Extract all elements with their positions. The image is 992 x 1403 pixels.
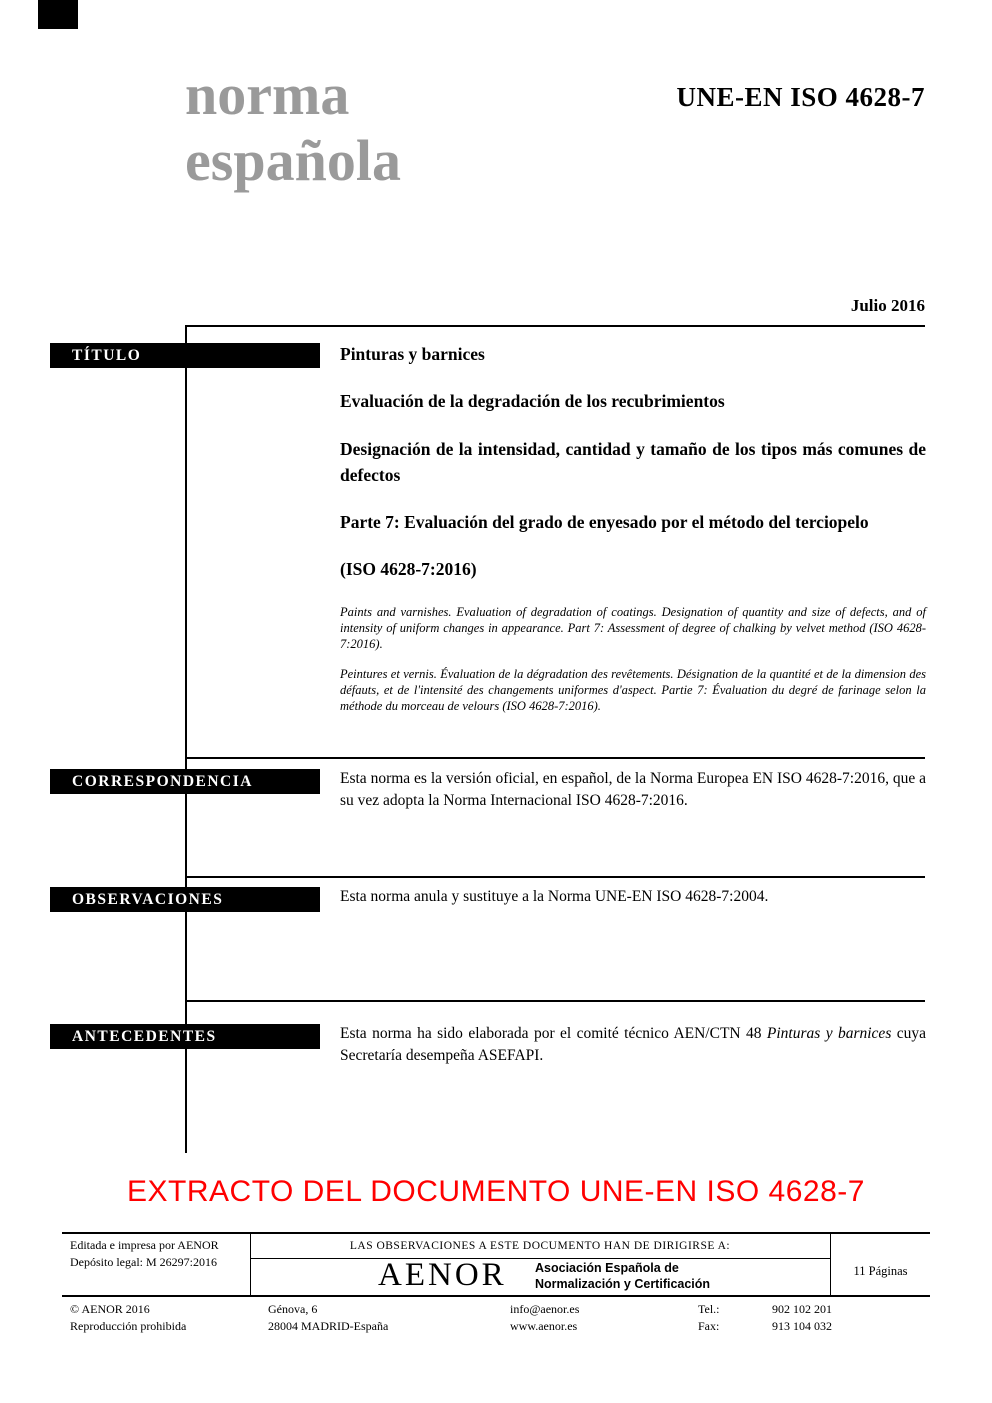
- corner-mark: [38, 0, 78, 29]
- extract-banner: EXTRACTO DEL DOCUMENTO UNE-EN ISO 4628-7: [127, 1175, 865, 1208]
- footer-address-line-2: 28004 MADRID-España: [268, 1318, 389, 1333]
- title-line-1: Pinturas y barnices: [340, 344, 485, 364]
- footer-copyright-block: [70, 1301, 186, 1335]
- footer-observations-rule: [250, 1258, 830, 1259]
- footer-fax-value: 913 104 032: [772, 1318, 832, 1333]
- footer-tel-label: Tel.:: [698, 1302, 720, 1316]
- footer-edited-line-2: Depósito legal: M 26297:2016: [70, 1254, 217, 1269]
- correspondencia-label: CORRESPONDENCIA: [50, 769, 320, 794]
- aenor-subtitle-line-1: Asociación Española de: [535, 1261, 679, 1275]
- publication-date: Julio 2016: [850, 296, 925, 315]
- footer-fax-label: Fax:: [698, 1318, 720, 1333]
- page-count: 11 Páginas: [853, 1264, 908, 1278]
- correspondencia-text: Esta norma es la versión oficial, en español, de la Norma Europea EN ISO 4628-7:2016, que a su vez adopta la Norma Internacional ISO 4628-7:2016.: [340, 770, 926, 810]
- rule-observaciones: [185, 876, 925, 878]
- footer-top-rule: [62, 1232, 930, 1234]
- footer-address-line-1: Génova, 6: [268, 1302, 318, 1316]
- footer-observations-header: LAS OBSERVACIONES A ESTE DOCUMENTO HAN DE DIRIGIRSE A:: [349, 1240, 731, 1252]
- footer-phone-block: [698, 1301, 832, 1335]
- footer-edited-block: [70, 1237, 219, 1271]
- footer-tel-row: [698, 1301, 832, 1318]
- top-rule: [185, 325, 925, 327]
- antecedentes-text-italic: Pinturas y barnices: [766, 1025, 892, 1042]
- antecedentes-text-after: cuya Secretaría desempeña ASEFAPI.: [340, 1025, 927, 1065]
- observaciones-label: OBSERVACIONES: [50, 887, 320, 912]
- logo-line-2: española: [185, 127, 401, 193]
- footer-address-block: [268, 1301, 388, 1335]
- antecedentes-label: ANTECEDENTES: [50, 1024, 320, 1049]
- document-code: UNE-EN ISO 4628-7: [676, 82, 925, 112]
- aenor-subtitle: [535, 1261, 710, 1292]
- rule-antecedentes: [185, 1000, 925, 1002]
- footer-edited-line-1: Editada e impresa por AENOR: [70, 1238, 219, 1252]
- rule-correspondencia: [185, 757, 925, 759]
- aenor-logo: AENOR: [378, 1257, 507, 1293]
- footer-tel-value: 902 102 201: [772, 1302, 832, 1316]
- norma-espanola-logo: [185, 62, 401, 193]
- footer-copyright-line-2: Reproducción prohibida: [70, 1318, 187, 1333]
- footer-mid-rule: [62, 1295, 930, 1297]
- aenor-subtitle-line-2: Normalización y Certificación: [535, 1276, 711, 1291]
- title-line-3: Designación de la intensidad, cantidad y tamaño de los tipos más comunes de defectos: [340, 438, 926, 485]
- antecedentes-text: [340, 1023, 926, 1068]
- footer-email: info@aenor.es: [510, 1302, 580, 1316]
- footer-website: www.aenor.es: [510, 1318, 578, 1333]
- logo-line-1: norma: [185, 62, 350, 127]
- footer-copyright-line-1: © AENOR 2016: [70, 1302, 150, 1316]
- titulo-label: TÍTULO: [50, 343, 320, 368]
- title-line-4: Parte 7: Evaluación del grado de enyesado por el método del terciopelo: [340, 512, 869, 532]
- title-french: Peintures et vernis. Évaluation de la dégradation des revêtements. Désignation de la quantité et de la dimension des défauts, et de l'intensité des changements uniformes d'aspect. Partie 7: Évaluation du degré de farinage selon la méthode du morceau de velours (ISO 4628-7:2016).: [340, 666, 926, 713]
- titulo-content: [340, 341, 926, 728]
- footer-contact-block: [510, 1301, 579, 1335]
- footer-fax-row: [698, 1318, 832, 1335]
- antecedentes-text-before: Esta norma ha sido elaborada por el comité técnico AEN/CTN 48: [340, 1025, 767, 1042]
- title-iso-ref: (ISO 4628-7:2016): [340, 559, 477, 580]
- title-line-2: Evaluación de la degradación de los recubrimientos: [340, 391, 725, 412]
- observaciones-text: Esta norma anula y sustituye a la Norma UNE-EN ISO 4628-7:2004.: [340, 888, 769, 905]
- title-english: Paints and varnishes. Evaluation of degradation of coatings. Designation of quantity and size of defects, and of intensity of uniform changes in appearance. Part 7: Assessment of degree of chalking by velvet method (ISO 4628-7:2016).: [340, 604, 926, 651]
